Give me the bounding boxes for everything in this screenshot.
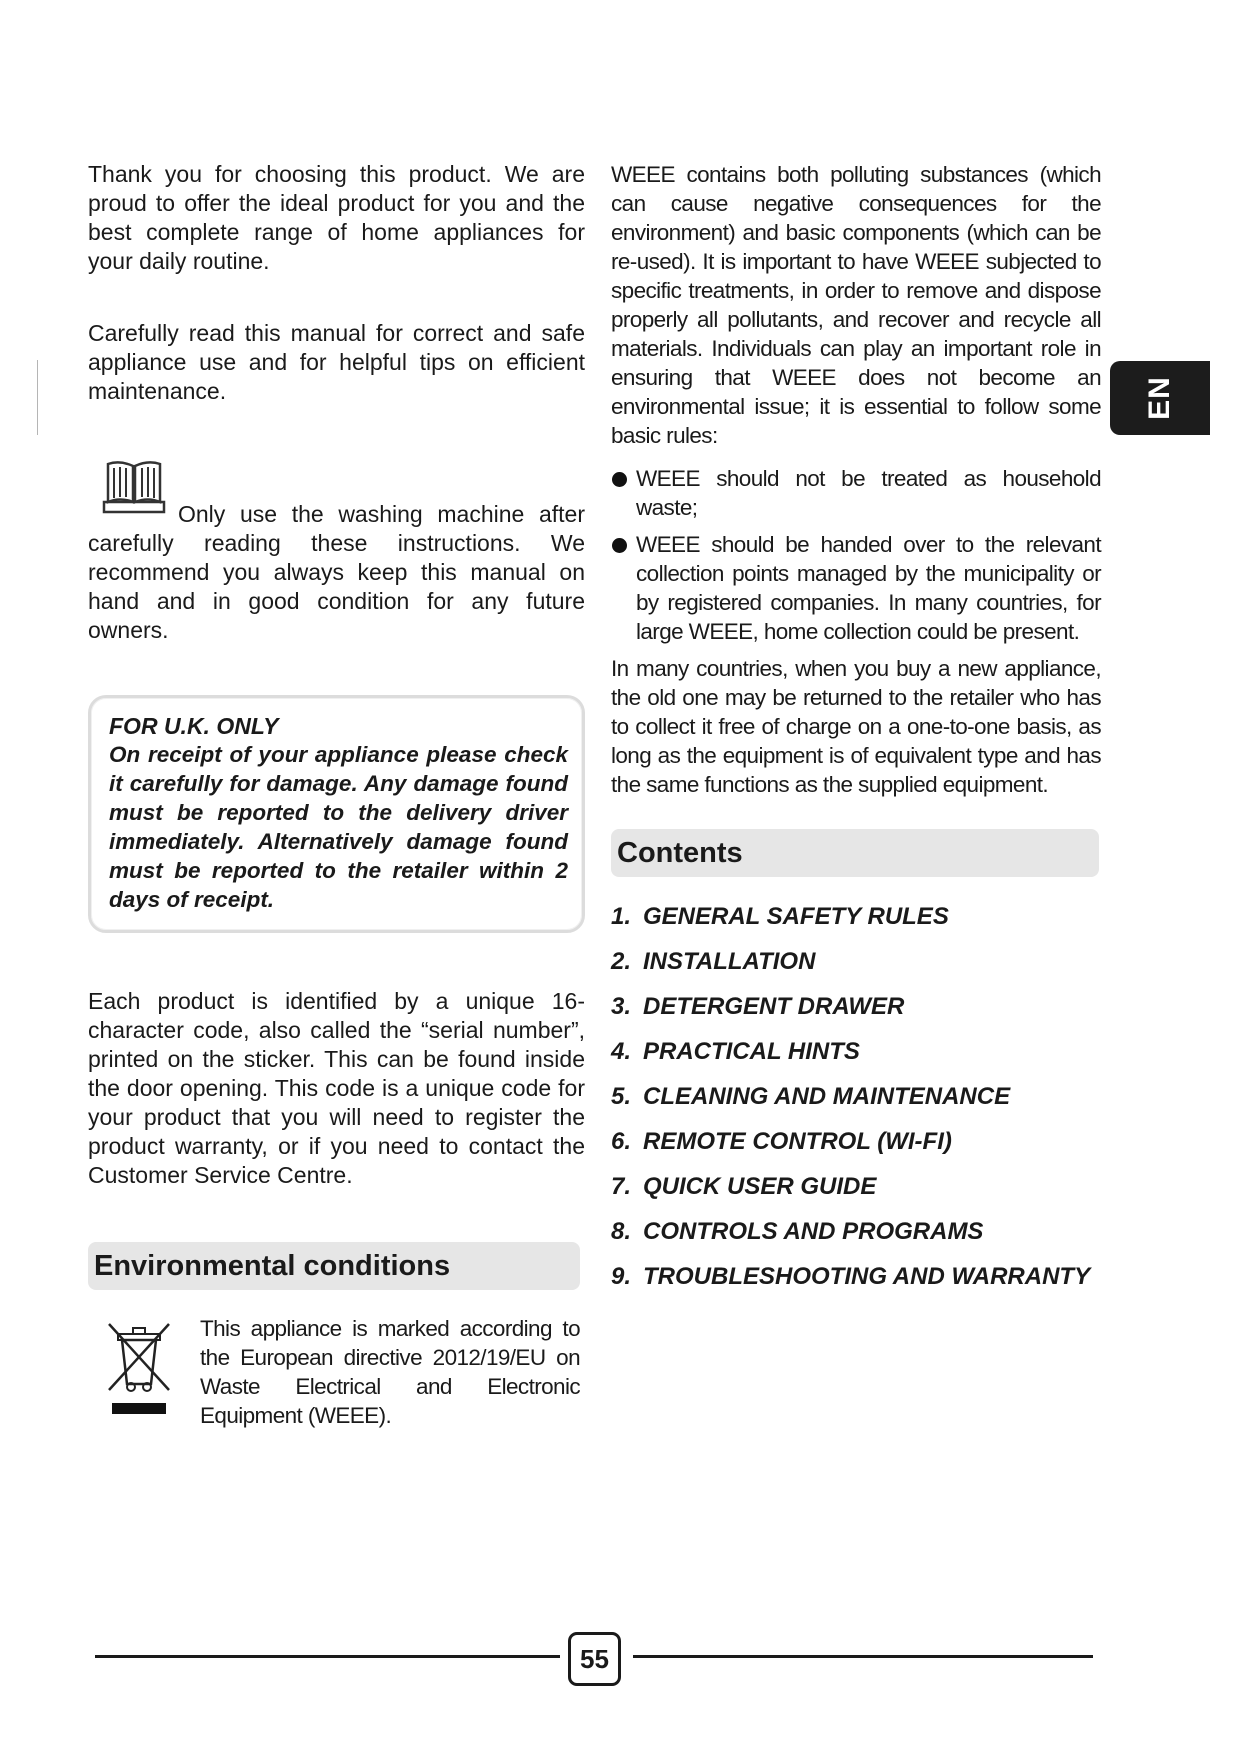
left-column bbox=[88, 160, 585, 1434]
language-tab-label: EN bbox=[1143, 376, 1176, 420]
toc-item[interactable]: 3. DETERGENT DRAWER bbox=[611, 993, 905, 1020]
weee-rules-list bbox=[611, 464, 1101, 646]
footer-rule-left bbox=[95, 1655, 560, 1658]
manual-note-block bbox=[88, 458, 585, 645]
serial-number-paragraph: Each product is identified by a unique 16-character code, also called the “serial number”, printed on the sticker. This can be found inside the door opening. This code is a unique code for your product that you will need to register the product warranty, or if you need to contact the Customer Service Centre. bbox=[88, 988, 585, 1188]
toc-item[interactable]: 7. QUICK USER GUIDE bbox=[611, 1173, 877, 1200]
page-number: 55 bbox=[568, 1632, 621, 1686]
margin-mark bbox=[37, 360, 38, 435]
contents-header bbox=[611, 829, 1099, 877]
language-tab bbox=[1110, 361, 1210, 435]
toc-item[interactable]: 8. CONTROLS AND PROGRAMS bbox=[611, 1218, 984, 1245]
environmental-conditions-header bbox=[88, 1242, 580, 1290]
uk-only-text: On receipt of your appliance please check it carefully for damage. Any damage found must be reported to the delivery driver immediately. Alternatively damage found must be reported to the retailer within 2 days of receipt. bbox=[109, 742, 568, 912]
list-item: WEEE should not be treated as household waste; bbox=[611, 464, 1101, 522]
weee-marking-text: This appliance is marked according to the European directive 2012/19/EU on Waste Electrical and Electronic Equipment (WEEE). bbox=[200, 1316, 580, 1428]
list-item: WEEE should be handed over to the relevant collection points managed by the municipality or by registered companies. In many countries, for large WEEE, home collection could be present. bbox=[611, 530, 1101, 646]
toc-item[interactable]: 1. GENERAL SAFETY RULES bbox=[611, 903, 949, 930]
uk-only-box bbox=[88, 695, 585, 933]
table-of-contents bbox=[611, 903, 1101, 1308]
weee-intro-paragraph: WEEE contains both polluting substances (which can cause negative consequences for the environment) and basic components (which can be re-used). It is important to have WEEE subjected to specific treatments, in order to remove and dispose properly all pollutants, and recover and recycle all materials. Individuals can play an important role in ensuring that WEEE does not become an environmental issue; it is essential to follow some basic rules: bbox=[611, 162, 1101, 448]
environmental-conditions-title: Environmental conditions bbox=[94, 1249, 451, 1282]
retailer-paragraph: In many countries, when you buy a new appliance, the old one may be returned to the retailer who has to collect it free of charge on a one-to-one basis, as long as the equipment is of equivalent type and has the same functions as the supplied equipment. bbox=[611, 656, 1101, 797]
right-column bbox=[611, 160, 1101, 1308]
toc-item[interactable]: 6. REMOTE CONTROL (WI-FI) bbox=[611, 1128, 952, 1155]
toc-item[interactable]: 9. TROUBLESHOOTING AND WARRANTY bbox=[611, 1263, 1091, 1290]
weee-marking-row bbox=[88, 1314, 585, 1434]
manual-note-text: Only use the washing machine after carefully reading these instructions. We recommend you always keep this manual on hand and in good condition for any future owners. bbox=[88, 501, 585, 643]
bullet-dot-icon bbox=[612, 538, 627, 553]
toc-item[interactable]: 5. CLEANING AND MAINTENANCE bbox=[611, 1083, 1011, 1110]
careful-read-paragraph: Carefully read this manual for correct and safe appliance use and for helpful tips on efficient maintenance. bbox=[88, 320, 585, 404]
toc-item[interactable]: 4. PRACTICAL HINTS bbox=[611, 1038, 860, 1065]
uk-only-title: FOR U.K. ONLY bbox=[109, 713, 279, 739]
bullet-dot-icon bbox=[612, 472, 627, 487]
open-book-icon bbox=[102, 458, 166, 516]
toc-item[interactable]: 2. INSTALLATION bbox=[611, 948, 816, 975]
footer-rule-right bbox=[633, 1655, 1093, 1658]
crossed-bin-icon bbox=[106, 1320, 172, 1416]
contents-title: Contents bbox=[617, 836, 743, 869]
intro-paragraph: Thank you for choosing this product. We are proud to offer the ideal product for you and the best complete range of home appliances for your daily routine. bbox=[88, 161, 585, 274]
